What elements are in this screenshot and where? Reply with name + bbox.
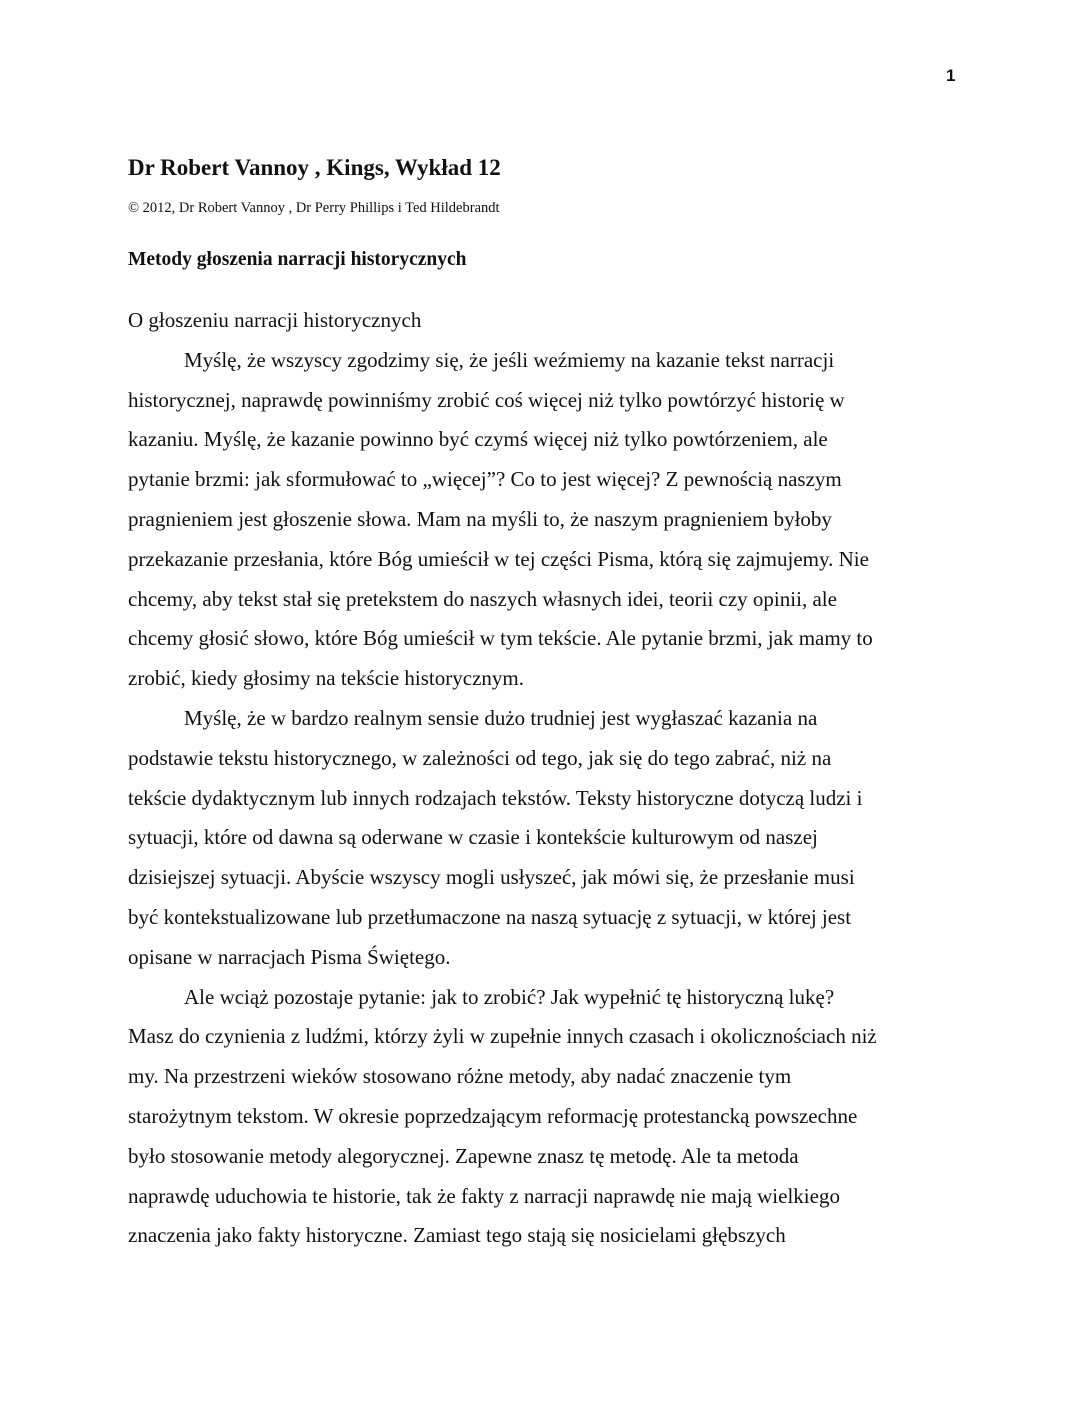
page-number: 1 <box>946 66 956 85</box>
text-line: starożytnym tekstom. W okresie poprzedzającym reformację protestancką powszechne <box>128 1103 858 1128</box>
text-line: sytuacji, które od dawna są oderwane w czasie i kontekście kulturowym od naszej <box>128 825 818 850</box>
text-line: Myślę, że wszyscy zgodzimy się, że jeśli weźmiemy na kazanie tekst narracji <box>184 347 835 372</box>
section-heading: Metody głoszenia narracji historycznych <box>128 249 467 270</box>
text-line: tekście dydaktycznym lub innych rodzajach tekstów. Teksty historyczne dotyczą ludzi i <box>128 785 863 810</box>
text-line: dzisiejszej sytuacji. Abyście wszyscy mogli usłyszeć, jak mówi się, że przesłanie musi <box>128 865 855 890</box>
text-line: znaczenia jako fakty historyczne. Zamiast tego stają się nosicielami głębszych <box>128 1223 786 1248</box>
paragraph-3 <box>128 978 958 1257</box>
text-line: naprawdę uduchowia te historie, tak że fakty z narracji naprawdę nie mają wielkiego <box>128 1183 840 1208</box>
text-line: pragnieniem jest głoszenie słowa. Mam na myśli to, że naszym pragnieniem byłoby <box>128 506 832 531</box>
text-line: Myślę, że w bardzo realnym sensie dużo trudniej jest wygłaszać kazania na <box>184 705 818 730</box>
paragraph-2 <box>128 699 958 978</box>
text-line: pytanie brzmi: jak sformułować to „więcej”? Co to jest więcej? Z pewnością naszym <box>128 467 842 492</box>
text-line: przekazanie przesłania, które Bóg umieścił w tej części Pisma, którą się zajmujemy. Nie <box>128 546 869 571</box>
text-line: Ale wciąż pozostaje pytanie: jak to zrobić? Jak wypełnić tę historyczną lukę? <box>184 984 835 1009</box>
subheading: O głoszeniu narracji historycznych <box>128 308 422 332</box>
paragraph-1 <box>128 341 958 699</box>
document-body <box>128 301 958 1256</box>
text-line: opisane w narracjach Pisma Świętego. <box>128 944 451 969</box>
text-line: my. Na przestrzeni wieków stosowano różne metody, aby nadać znaczenie tym <box>128 1064 792 1089</box>
text-line: Masz do czynienia z ludźmi, którzy żyli w zupełnie innych czasach i okolicznościach niż <box>128 1024 877 1049</box>
text-line: zrobić, kiedy głosimy na tekście historycznym. <box>128 666 524 691</box>
text-line: było stosowanie metody alegorycznej. Zapewne znasz tę metodę. Ale ta metoda <box>128 1143 799 1168</box>
text-line: być kontekstualizowane lub przetłumaczone na naszą sytuację z sytuacji, w której jest <box>128 904 852 929</box>
copyright-notice: © 2012, Dr Robert Vannoy , Dr Perry Phillips i Ted Hildebrandt <box>128 200 500 216</box>
text-line: podstawie tekstu historycznego, w zależności od tego, jak się do tego zabrać, niż na <box>128 745 832 770</box>
text-line: chcemy głosić słowo, które Bóg umieścił w tym tekście. Ale pytanie brzmi, jak mamy to <box>128 626 873 651</box>
text-line: kazaniu. Myślę, że kazanie powinno być czymś więcej niż tylko powtórzeniem, ale <box>128 427 828 452</box>
text-line: chcemy, aby tekst stał się pretekstem do naszych własnych idei, teorii czy opinii, ale <box>128 586 837 611</box>
text-line: historycznej, naprawdę powinniśmy zrobić coś więcej niż tylko powtórzyć historię w <box>128 387 845 412</box>
document-title: Dr Robert Vannoy , Kings, Wykład 12 <box>128 155 501 180</box>
